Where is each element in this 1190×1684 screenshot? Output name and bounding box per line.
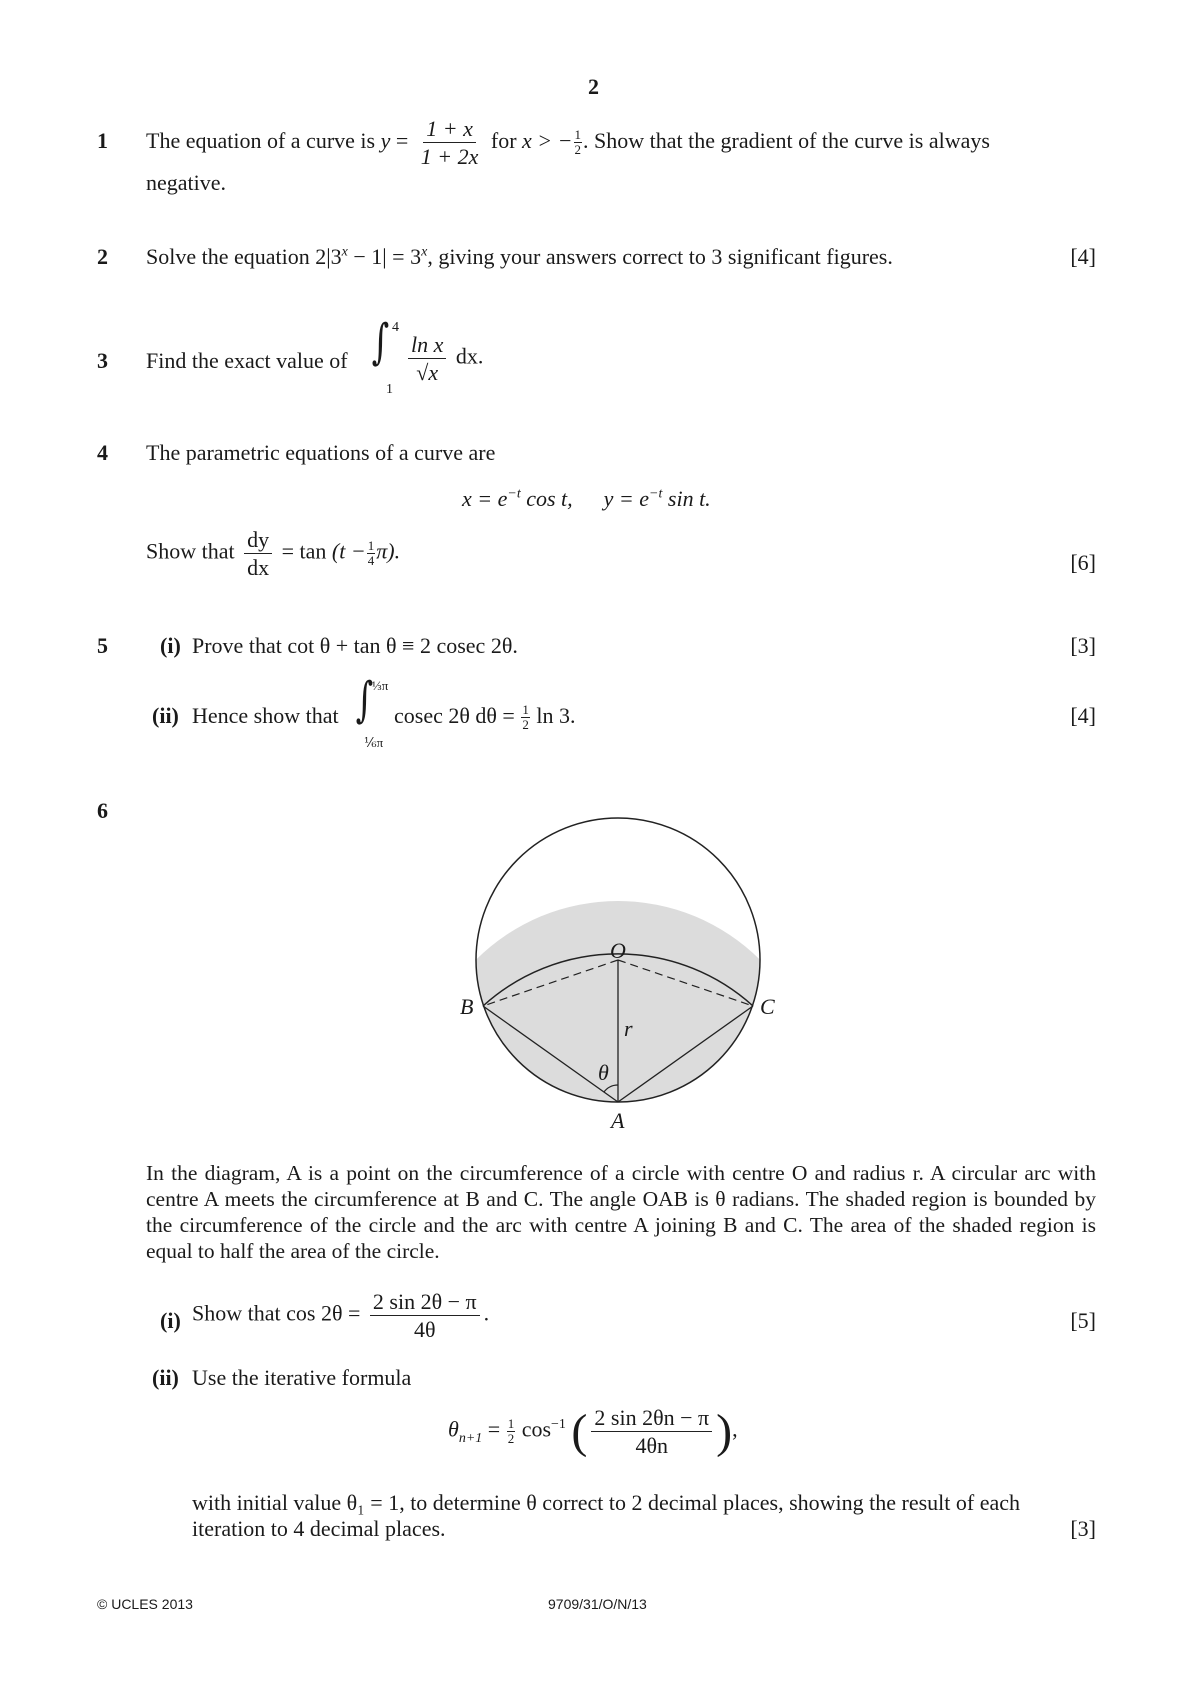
question-5-number: 5: [97, 633, 108, 658]
q2-tail: , giving your answers correct to 3 significant figures.: [427, 244, 893, 269]
label-theta: θ: [598, 1060, 609, 1085]
q5-ii-label: (ii): [152, 703, 179, 728]
q5-rhs: ln 3.: [536, 703, 576, 728]
q4-equations: [462, 486, 711, 512]
q6-ii-text: Use the iterative formula: [192, 1365, 412, 1390]
q1-cond: x > −: [522, 128, 573, 153]
q1-fraction: [418, 117, 482, 168]
label-r: r: [624, 1016, 633, 1041]
question-1-number: 1: [97, 128, 108, 153]
label-a: A: [611, 1108, 625, 1133]
q4-text: The parametric equations of a curve are: [146, 440, 496, 465]
q4-quarter-den: 4: [367, 553, 375, 569]
q6-i-den: 4θ: [413, 1317, 436, 1343]
q5-i-text: Prove that cot θ + tan θ ≡ 2 cosec 2θ.: [192, 633, 518, 658]
q4-quarter-num: 1: [367, 537, 375, 553]
label-o: O: [610, 938, 626, 963]
q2-sup1: x: [341, 244, 348, 260]
q2-text: Solve the equation 2|3: [146, 244, 342, 269]
q5-ii-mark: [4]: [1070, 703, 1096, 728]
q6-i-num: 2 sin 2θ − π: [370, 1290, 480, 1316]
q1-text-b: for: [490, 128, 517, 153]
q4-quarter: [367, 539, 376, 569]
q6-iter-cos: cos: [521, 1416, 552, 1442]
q4-dydx: [244, 528, 272, 579]
q6-paragraph: In the diagram, A is a point on the circumference of a circle with centre O and radius r. A circular arc with centre A meets the circumference at B and C. The angle OAB is θ radians. The shaded region is bounded by the circumference of the circle and the arc with centre A joining B and C. The area of the shaded region is equal to half the area of the circle.: [146, 1161, 1096, 1263]
q1-eq: =: [395, 128, 409, 153]
q4-sup-y: −t: [649, 486, 663, 502]
q1-y: y: [380, 128, 391, 153]
q5-half-den: 2: [522, 717, 529, 733]
q6-iter-num: 2 sin 2θn − π: [591, 1406, 712, 1432]
q4-mark: [6]: [1070, 550, 1096, 575]
q3-upper: 4: [392, 320, 399, 335]
q6-i-text: Show that cos 2θ =: [192, 1300, 361, 1326]
q6-i-mark: [5]: [1070, 1308, 1096, 1333]
q3-den: √x: [416, 360, 439, 386]
q3-fraction: [408, 333, 446, 384]
q4-sup-x: −t: [507, 486, 521, 502]
q6-iter-half-num: 1: [507, 1415, 515, 1431]
question-2-number: 2: [97, 244, 108, 269]
label-b: B: [460, 994, 474, 1019]
integral-icon: ∫: [371, 314, 390, 370]
footer-code: 9709/31/O/N/13: [548, 1596, 647, 1612]
q6-i-label: (i): [160, 1308, 181, 1333]
right-paren-icon: ): [716, 1405, 733, 1458]
left-paren-icon: (: [571, 1405, 588, 1458]
q6-iter-lhs: θ: [448, 1416, 459, 1442]
q6-iter-eq: =: [487, 1416, 501, 1442]
q1-text-c: . Show that the gradient of the curve is always: [583, 128, 990, 153]
footer-copyright: © UCLES 2013: [97, 1596, 193, 1612]
question-1-line: [146, 112, 990, 170]
q6-ii-mark: [3]: [1070, 1516, 1096, 1541]
q5-ii-rhs: [394, 703, 575, 733]
q1-text-d: negative.: [146, 170, 227, 195]
q4-rhs-b: (t −: [331, 538, 366, 564]
label-c: C: [760, 994, 775, 1019]
q6-iter-comma: ,: [732, 1416, 738, 1442]
q5-half: [521, 703, 530, 733]
q4-eq-x: x = e: [462, 486, 508, 511]
q6-iter-sub: n+1: [458, 1430, 483, 1446]
page-number: 2: [588, 74, 599, 99]
q3-dx: dx.: [455, 343, 484, 369]
q4-eq-y: y = e: [603, 486, 650, 511]
q6-ii-label: (ii): [152, 1365, 179, 1390]
q1-text-a: The equation of a curve is: [146, 128, 376, 153]
q4-dx: dx: [247, 555, 270, 581]
q6-i-line: Show that cos 2θ = $\frac{2 \sin 2\theta - \pi}{4\theta}$ .: [192, 1289, 490, 1343]
q4-dy: dy: [244, 528, 272, 554]
q6-iterative-formula: [448, 1404, 738, 1459]
q1-frac-num: 1 + x: [423, 117, 476, 143]
q2-sup2: x: [421, 244, 428, 260]
q6-iter-half: [507, 1417, 516, 1447]
q2-mark: [4]: [1070, 244, 1096, 269]
q3-fraction-wrap: [404, 333, 483, 384]
q6-iter-sup: −1: [551, 1417, 566, 1433]
question-3-number: 3: [97, 348, 108, 373]
q6-iter-half-den: 2: [507, 1431, 515, 1446]
q5-integrand: cosec 2θ dθ =: [394, 703, 515, 728]
q1-half-den: 2: [574, 142, 582, 158]
q3-num: ln x: [408, 333, 446, 359]
question-4-number: 4: [97, 440, 108, 465]
q2-mid: − 1| = 3: [347, 244, 422, 269]
q4-show-line: [146, 528, 400, 579]
q3-lower: 1: [386, 382, 393, 397]
circle-diagram: [430, 800, 790, 1150]
q1-half-num: 1: [574, 127, 582, 143]
q5-i-label: (i): [160, 633, 181, 658]
q4-show: Show that: [146, 538, 235, 564]
q4-rhs-c: π).: [376, 538, 401, 564]
q4-eq-y-tail: sin t.: [662, 486, 711, 511]
q6-tail-b: iteration to 4 decimal places.: [192, 1516, 446, 1541]
q1-frac-den: 1 + 2x: [420, 144, 479, 170]
q6-iter-fraction: [591, 1406, 712, 1457]
q5-ii-text: Hence show that: [192, 703, 339, 728]
q5-lower: ⅙π: [364, 735, 384, 750]
q6-i-fraction: [370, 1290, 480, 1341]
q5-half-num: 1: [522, 702, 529, 718]
question-6-number: 6: [97, 798, 108, 823]
q6-tail-a: with initial value θ₁ = 1, to determine θ correct to 2 decimal places, showing the result of each: [192, 1490, 1021, 1515]
q5-i-mark: [3]: [1070, 633, 1096, 658]
q5-upper: ⅓π: [372, 678, 389, 693]
q1-half: [574, 128, 583, 158]
q3-text: Find the exact value of: [146, 348, 348, 373]
integral-icon: ∫: [355, 672, 374, 728]
question-2-text: [146, 244, 893, 270]
q4-eq-x-tail: cos t,: [520, 486, 573, 511]
q4-rhs-a: = tan: [281, 538, 327, 564]
q6-iter-den: 4θn: [635, 1433, 669, 1458]
q3-integral-sign: [368, 314, 393, 370]
